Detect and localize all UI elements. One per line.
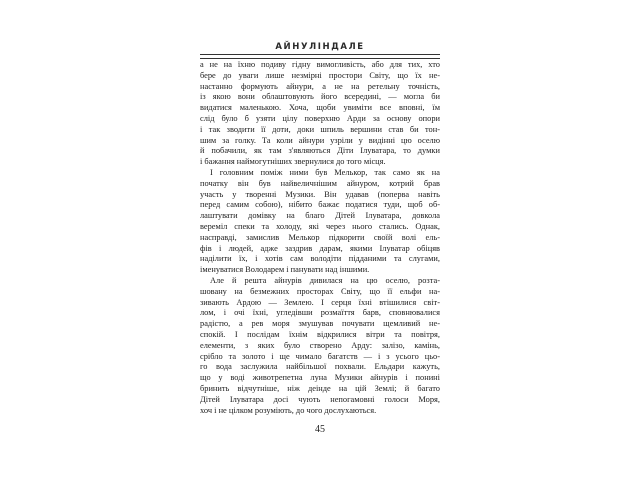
text-line: фів і людей, адже заздрив дарам, якими Ілуватар обіцяв <box>200 243 440 253</box>
text-line: настанно формують айнури, а не на ретельну точність, <box>200 81 440 91</box>
text-line: зивають Ардою — Землею. І серця їхні втішилися світ- <box>200 297 440 307</box>
text-line: Дітей Ілуватара досі чують непогамовні голоси Моря, <box>200 394 440 404</box>
text-line: наділити їх, і хотів сам володіти підданими та слугами, <box>200 254 440 264</box>
text-line: а не на їхню подиву гідну вимогливість, або для тих, хто <box>200 60 440 69</box>
header-rule <box>200 54 440 59</box>
text-line: перед самим собою), нібито бажає податися туди, щоб об- <box>200 200 440 210</box>
text-line: насправді, замислив Мелькор підкорити своїй волі ель- <box>200 232 440 242</box>
text-line: що у воді животрепетна луна Музики айнурів і понині <box>200 373 440 383</box>
text-line: го вода заслужила найбільшої похвали. Ельдари кажуть, <box>200 362 440 372</box>
text-line: участь у творенні Музики. Він удавав (поперва навіть <box>200 189 440 199</box>
text-line: вереміл спеки та холоду, які через нього стались. Однак, <box>200 221 440 231</box>
text-line: початку він був найвеличнішим айнуром, котрий брав <box>200 178 440 188</box>
text-line: слід було б узяти цілу поверхню Арди за основу опори <box>200 113 440 123</box>
text-line: елементи, з яких було створено Арду: залізо, камінь, <box>200 340 440 350</box>
text-line: і бажання наймогутніших звернулися до того місця. <box>200 157 386 167</box>
text-line: спокій. І послідам їхнім відкрилися вітри та повітря, <box>200 329 440 339</box>
text-line: лом, і очі їхні, угледівши розмаїття барв, сповнювалися <box>200 308 440 318</box>
text-line: бере до уваги лише незмірні простори Світу, що їх не- <box>200 70 440 80</box>
text-line: хоч і не цілком розуміють, до чого дослухаються. <box>200 405 377 415</box>
text-line: видатися маленькою. Хоча, щоби увиміти все вповні, їм <box>200 103 440 113</box>
text-line: шовану на безмежних просторах Світу, що її ельфи на- <box>200 286 440 296</box>
text-line: і так зводити її доти, доки шпиль вершини став би тон- <box>200 124 440 134</box>
text-line: й побачили, як там з'являються Діти Ілуватара, то думки <box>200 146 440 156</box>
text-line: із якою вони облаштовують його всередині, — могла би <box>200 92 440 102</box>
text-line: бринить відчутніше, ніж деінде на цій Землі; й багато <box>200 383 440 393</box>
text-line: іменуватися Володарем і панувати над іншими. <box>200 265 370 275</box>
text-line: Але й решта айнурів дивилася на цю оселю, розта- <box>210 275 440 285</box>
running-header: АЙНУЛІНДАЛЕ <box>275 42 365 52</box>
body-text <box>200 60 440 416</box>
text-line: лаштувати домівку на благо Дітей Ілуватара, довкола <box>200 211 440 221</box>
text-line: радістю, а рев моря змушував почувати щемливий не- <box>200 319 440 329</box>
text-line: шим за голку. Та коли айнури узріли у видінні цю оселю <box>200 135 440 145</box>
text-line: І головним поміж ними був Мелькор, так само як на <box>210 167 440 177</box>
text-line: срібло та золото і ще чимало багатств — і з усього цьо- <box>200 351 440 361</box>
page-number: 45 <box>315 424 325 435</box>
